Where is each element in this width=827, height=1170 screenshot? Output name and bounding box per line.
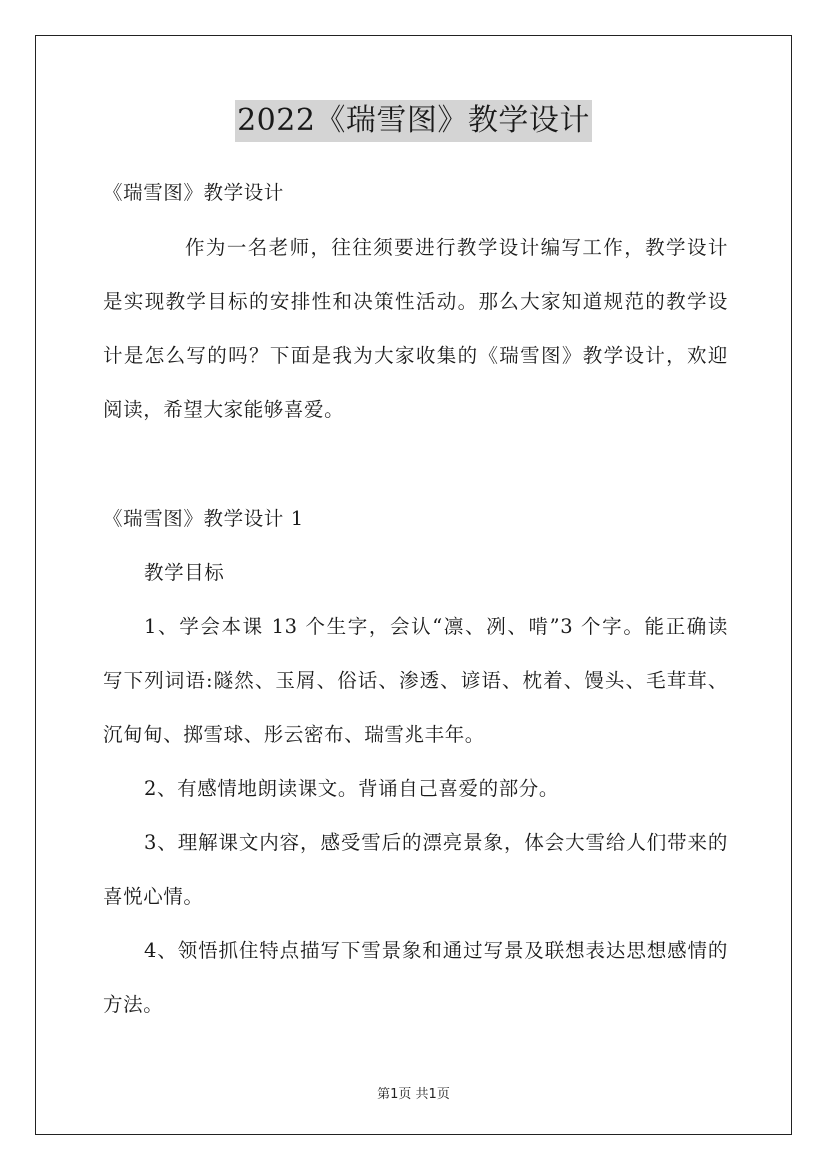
objective-line-3: 沉甸甸、掷雪球、彤云密布、瑞雪兆丰年。 (103, 723, 485, 746)
objective-line-8: 方法。 (103, 993, 164, 1016)
objective-line-2: 写下列词语:隧然、玉屑、俗话、渗透、谚语、枕着、馒头、毛茸茸、 (103, 669, 728, 692)
objective-line-6: 喜悦心情。 (103, 885, 204, 908)
objective-line-4: 2、有感情地朗读课文。背诵自己喜爱的部分。 (144, 777, 560, 800)
subtitle: 《瑞雪图》教学设计 (103, 181, 284, 204)
page-footer: 第1页 共1页 (377, 1087, 450, 1102)
intro-line-4: 阅读，希望大家能够喜爱。 (103, 398, 345, 421)
intro-line-2: 是实现教学目标的安排性和决策性活动。那么大家知道规范的教学设 (103, 290, 728, 313)
title-wrap (0, 100, 827, 142)
objective-line-5: 3、理解课文内容，感受雪后的漂亮景象，体会大雪给人们带来的 (144, 831, 728, 854)
section-heading: 《瑞雪图》教学设计 1 (103, 507, 304, 530)
intro-line-1: 作为一名老师，往往须要进行教学设计编写工作，教学设计 (185, 236, 728, 259)
objective-line-1: 1、学会本课 13 个生字，会认“凛、冽、啃”3 个字。能正确读 (144, 615, 728, 638)
page-title: 2022《瑞雪图》教学设计 (235, 100, 592, 142)
intro-line-3: 计是怎么写的吗？下面是我为大家收集的《瑞雪图》教学设计，欢迎 (103, 344, 728, 367)
objectives-heading: 教学目标 (144, 561, 225, 584)
objective-line-7: 4、领悟抓住特点描写下雪景象和通过写景及联想表达思想感情的 (144, 939, 728, 962)
